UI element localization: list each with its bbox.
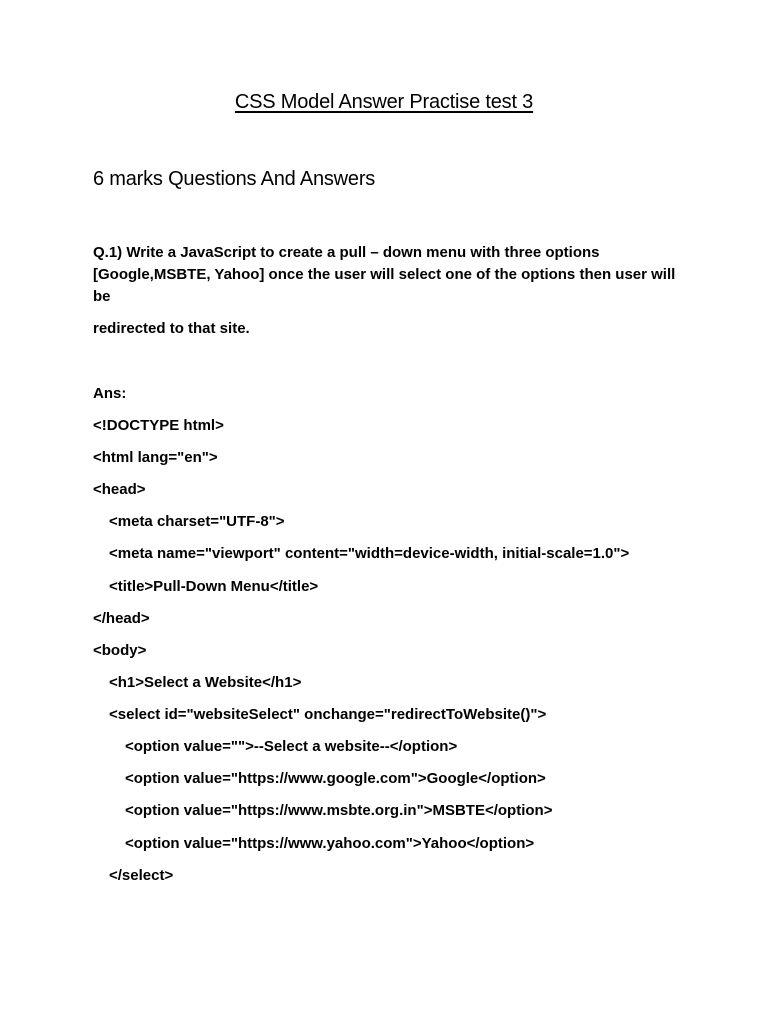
code-line: <title>Pull-Down Menu</title> [109, 578, 319, 595]
page-title: CSS Model Answer Practise test 3 [234, 91, 534, 113]
code-line: <option value="">--Select a website--</option> [125, 738, 458, 755]
answer-label: Ans: [93, 385, 127, 402]
code-line: <select id="websiteSelect" onchange="redirectToWebsite()"> [109, 706, 547, 723]
code-line: </head> [93, 610, 150, 627]
code-line: <head> [93, 481, 146, 498]
code-line: <h1>Select a Website</h1> [109, 674, 302, 691]
question-text: Q.1) Write a JavaScript to create a pull – down menu with three options [Google,MSBTE, Yahoo] once the user will select one of the options then user will be [93, 244, 676, 305]
question-text-continued: redirected to that site. [93, 320, 250, 337]
code-line: <!DOCTYPE html> [93, 417, 224, 434]
code-line: <body> [93, 642, 147, 659]
code-line: </select> [109, 867, 174, 884]
code-line: <meta name="viewport" content="width=device-width, initial-scale=1.0"> [109, 545, 630, 562]
section-heading: 6 marks Questions And Answers [93, 168, 376, 190]
code-line: <meta charset="UTF-8"> [109, 513, 285, 530]
code-line: <option value="https://www.msbte.org.in">MSBTE</option> [125, 802, 553, 819]
code-line: <option value="https://www.google.com">Google</option> [125, 770, 546, 787]
code-line: <option value="https://www.yahoo.com">Yahoo</option> [125, 835, 535, 852]
code-line: <html lang="en"> [93, 449, 218, 466]
